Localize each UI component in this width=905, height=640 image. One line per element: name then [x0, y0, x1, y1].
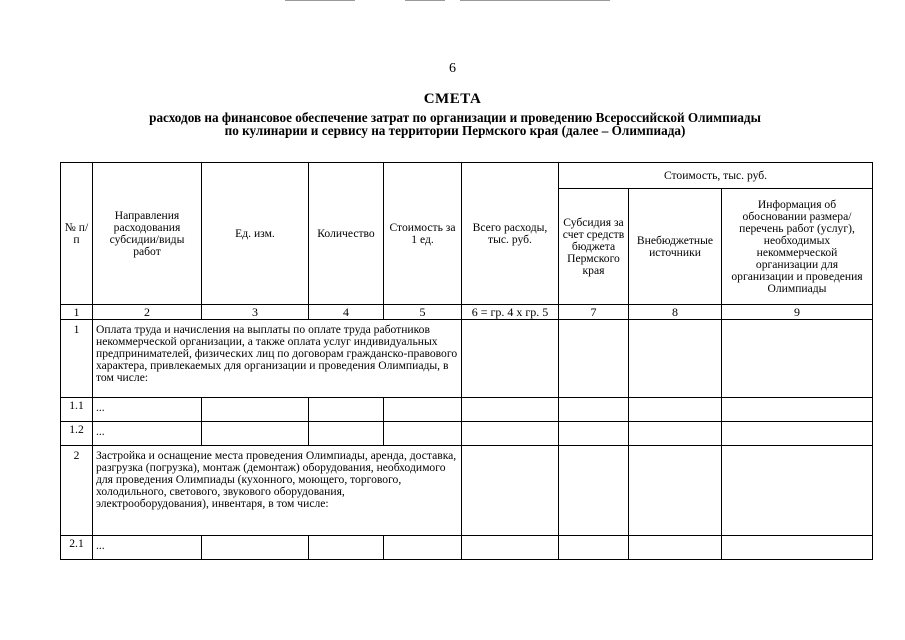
cell-quantity [309, 422, 384, 446]
cell-quantity [309, 536, 384, 560]
column-number: 7 [559, 305, 629, 320]
column-number: 6 = гр. 4 х гр. 5 [462, 305, 559, 320]
column-number: 3 [202, 305, 309, 320]
header-num: № п/п [61, 163, 93, 305]
row-number: 2 [61, 446, 93, 536]
cell-extrabudget [629, 446, 722, 536]
header-direction: Направления расходования субсидии/виды работ [93, 163, 202, 305]
column-number: 5 [384, 305, 462, 320]
row-number: 1 [61, 320, 93, 398]
scan-artifact-line [460, 0, 610, 1]
table-row [61, 320, 873, 398]
cell-unit [202, 536, 309, 560]
column-number: 1 [61, 305, 93, 320]
subtitle-line-2: по кулинарии и сервису на территории Пермского края (далее – Олимпиада) [224, 123, 686, 138]
row-description: Застройка и оснащение места проведения Олимпиады, аренда, доставка, разгрузка (погрузка), монтаж (демонтаж) оборудования, необходимого для проведения Олимпиады (кухонного, моющего, торгового, холодильного, светового, звукового оборудования, электрооборудования), инвентаря, в том числе: [93, 446, 462, 536]
cell-extrabudget [629, 320, 722, 398]
cell-unit [202, 398, 309, 422]
table-row [61, 422, 873, 446]
cell-unit [202, 422, 309, 446]
row-description: Оплата труда и начисления на выплаты по оплате труда работников некоммерческой организации, а также оплата услуг индивидуальных предпринимателей, физических лиц по договорам гражданско-правового характера, привлекаемых для организации и проведения Олимпиады, в том числе: [93, 320, 462, 398]
header-unit: Ед. изм. [202, 163, 309, 305]
table-row [61, 536, 873, 560]
cell-subsidy [559, 398, 629, 422]
document-subtitle [90, 111, 820, 137]
subtitle-line-1: расходов на финансовое обеспечение затрат по организации и проведению Всероссийской Олимпиады [149, 110, 761, 125]
header-cost-per-unit: Стоимость за 1 ед. [384, 163, 462, 305]
row-number: 2.1 [61, 536, 93, 560]
row-number: 1.2 [61, 422, 93, 446]
cell-total [462, 422, 559, 446]
row-description: ... [93, 536, 202, 560]
column-number: 2 [93, 305, 202, 320]
row-description: ... [93, 398, 202, 422]
header-quantity: Количество [309, 163, 384, 305]
scan-artifact-line [285, 0, 355, 1]
header-info: Информация об обосновании размера/ перечень работ (услуг), необходимых некоммерческой организации для организации и проведения Олимпиады [722, 189, 873, 305]
column-number: 8 [629, 305, 722, 320]
cell-subsidy [559, 446, 629, 536]
header-subsidy: Субсидия за счет средств бюджета Пермского края [559, 189, 629, 305]
column-number-row [61, 305, 873, 320]
cell-subsidy [559, 536, 629, 560]
estimate-table [60, 162, 873, 560]
cell-cost-per-unit [384, 398, 462, 422]
header-total: Всего расходы, тыс. руб. [462, 163, 559, 305]
cell-extrabudget [629, 422, 722, 446]
cell-total [462, 320, 559, 398]
cell-subsidy [559, 422, 629, 446]
cell-total [462, 446, 559, 536]
row-number: 1.1 [61, 398, 93, 422]
header-row-1 [61, 163, 873, 189]
cell-cost-per-unit [384, 422, 462, 446]
cell-subsidy [559, 320, 629, 398]
cell-info [722, 422, 873, 446]
document-title: СМЕТА [423, 91, 482, 107]
cell-info [722, 320, 873, 398]
table-row [61, 446, 873, 536]
page-number: 6 [449, 61, 456, 76]
cell-quantity [309, 398, 384, 422]
cell-total [462, 536, 559, 560]
cell-cost-per-unit [384, 536, 462, 560]
header-cost-group: Стоимость, тыс. руб. [559, 163, 873, 189]
cell-extrabudget [629, 536, 722, 560]
header-extrabudget: Внебюджетные источники [629, 189, 722, 305]
column-number: 4 [309, 305, 384, 320]
table-row [61, 398, 873, 422]
scan-artifact-line [405, 0, 445, 1]
cell-extrabudget [629, 398, 722, 422]
cell-total [462, 398, 559, 422]
column-number: 9 [722, 305, 873, 320]
cell-info [722, 446, 873, 536]
row-description: ... [93, 422, 202, 446]
cell-info [722, 398, 873, 422]
cell-info [722, 536, 873, 560]
